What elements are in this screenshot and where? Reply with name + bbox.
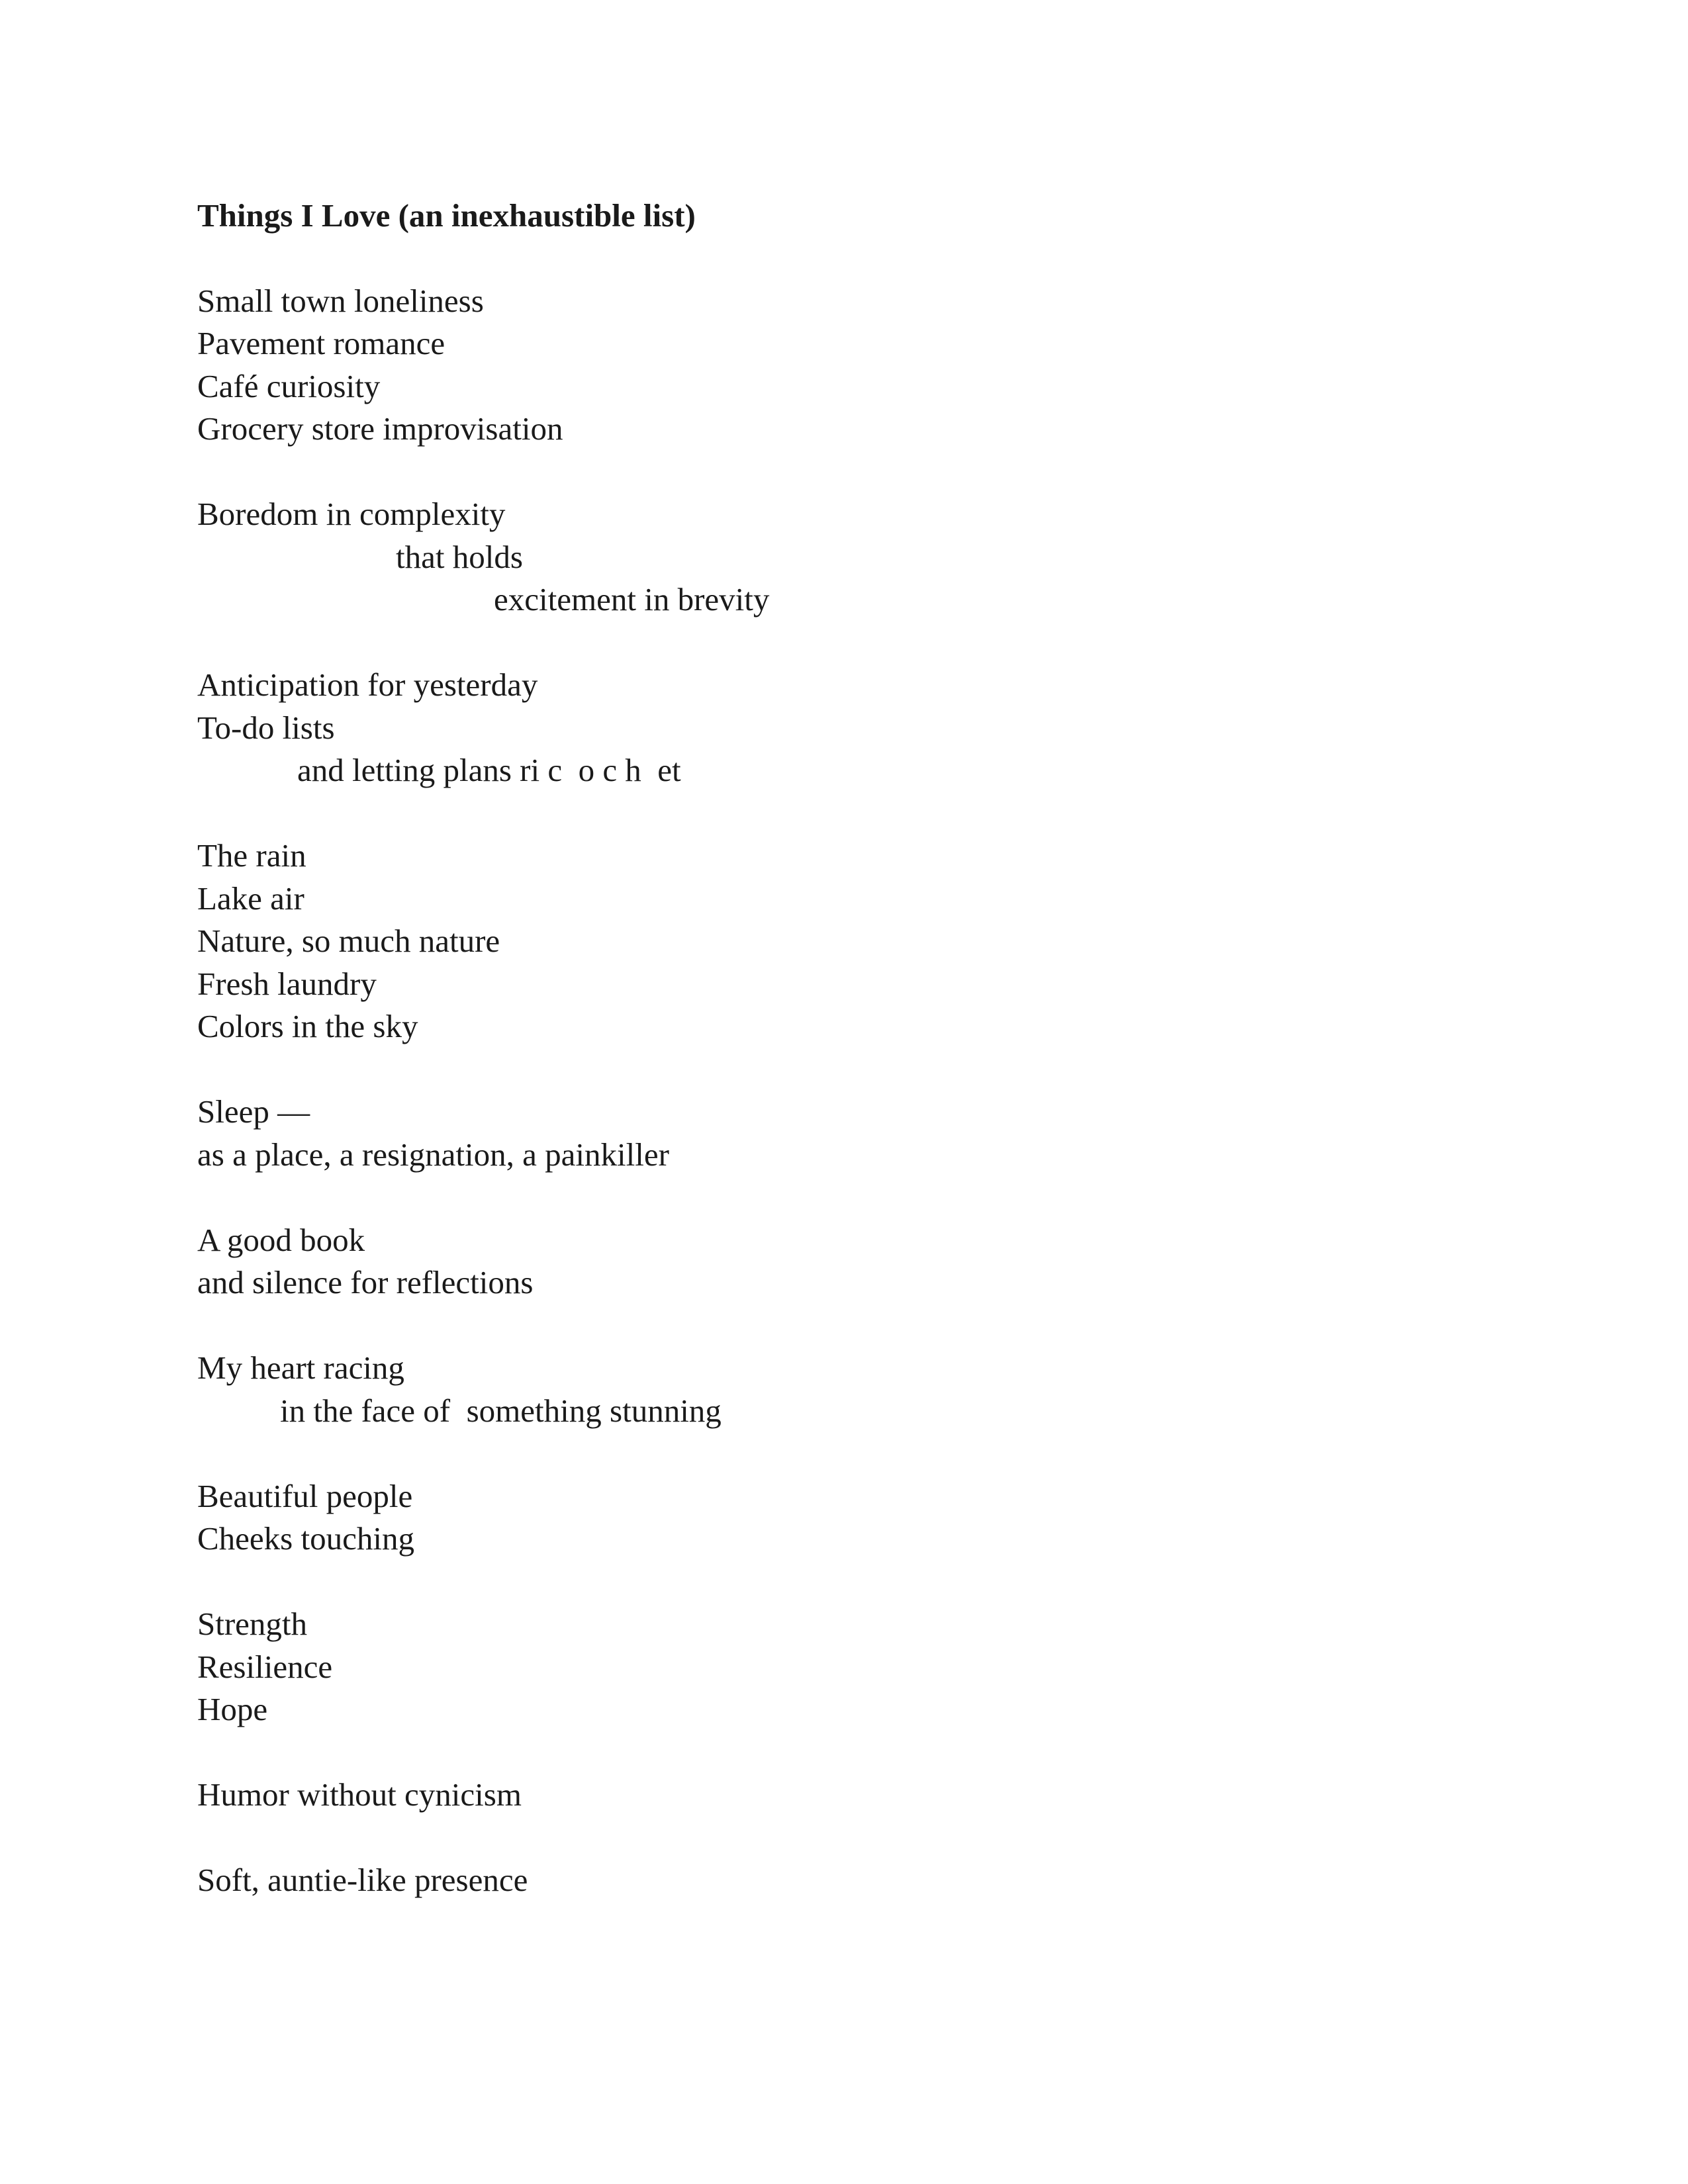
stanza-9	[197, 1603, 1521, 1731]
poem-line-indented: excitement in brevity	[494, 581, 770, 617]
poem-line: Hope	[197, 1691, 268, 1727]
poem-line: Strength	[197, 1606, 308, 1642]
poem-line: To-do lists	[197, 709, 335, 746]
poem-line: Sleep —	[197, 1093, 310, 1130]
poem-line-indented: that holds	[396, 538, 523, 575]
stanza-gap	[197, 451, 1521, 494]
poem-title: Things I Love (an inexhaustible list)	[197, 197, 696, 234]
poem-line: Lake air	[197, 880, 305, 917]
poem-line: Resilience	[197, 1648, 333, 1685]
poem-line: The rain	[197, 837, 306, 874]
poem-line: Colors in the sky	[197, 1008, 418, 1044]
stanza-10	[197, 1774, 1521, 1817]
stanza-gap	[197, 1561, 1521, 1604]
stanza-2	[197, 493, 1521, 621]
poem-line: Beautiful people	[197, 1477, 413, 1514]
poem-line: Anticipation for yesterday	[197, 666, 538, 703]
stanza-8	[197, 1475, 1521, 1561]
poem-line: and silence for reflections	[197, 1264, 534, 1300]
poem-line-indented: and letting plans ri c o c h et	[297, 752, 681, 788]
poem-line: Café curiosity	[197, 367, 381, 404]
stanza-1	[197, 280, 1521, 451]
stanza-gap	[197, 1817, 1521, 1860]
stanza-gap	[197, 1176, 1521, 1219]
stanza-7	[197, 1347, 1521, 1432]
stanza-gap	[197, 1432, 1521, 1475]
poem-line: My heart racing	[197, 1349, 404, 1386]
poem-line: Fresh laundry	[197, 965, 377, 1002]
stanza-6	[197, 1219, 1521, 1304]
stanza-gap	[197, 621, 1521, 664]
stanza-gap	[197, 1304, 1521, 1347]
stanza-gap	[197, 237, 1521, 280]
poem-line: as a place, a resignation, a painkiller	[197, 1136, 669, 1173]
poem-line: Boredom in complexity	[197, 496, 506, 532]
stanza-11	[197, 1859, 1521, 1902]
poem-line: Nature, so much nature	[197, 923, 500, 959]
poem-line: Soft, auntie-like presence	[197, 1862, 528, 1898]
poem-line: Grocery store improvisation	[197, 410, 563, 447]
poem-line: Cheeks touching	[197, 1520, 414, 1557]
poem-line: A good book	[197, 1221, 365, 1258]
poem-line: Humor without cynicism	[197, 1776, 522, 1813]
stanza-gap	[197, 1048, 1521, 1091]
poem-line: Pavement romance	[197, 325, 445, 361]
stanza-3	[197, 664, 1521, 792]
stanza-gap	[197, 792, 1521, 835]
stanza-gap	[197, 1731, 1521, 1774]
poem-line-indented: in the face of something stunning	[280, 1392, 722, 1429]
stanza-4	[197, 835, 1521, 1048]
stanza-5	[197, 1091, 1521, 1176]
poem	[197, 195, 1521, 1902]
poem-line: Small town loneliness	[197, 282, 484, 319]
